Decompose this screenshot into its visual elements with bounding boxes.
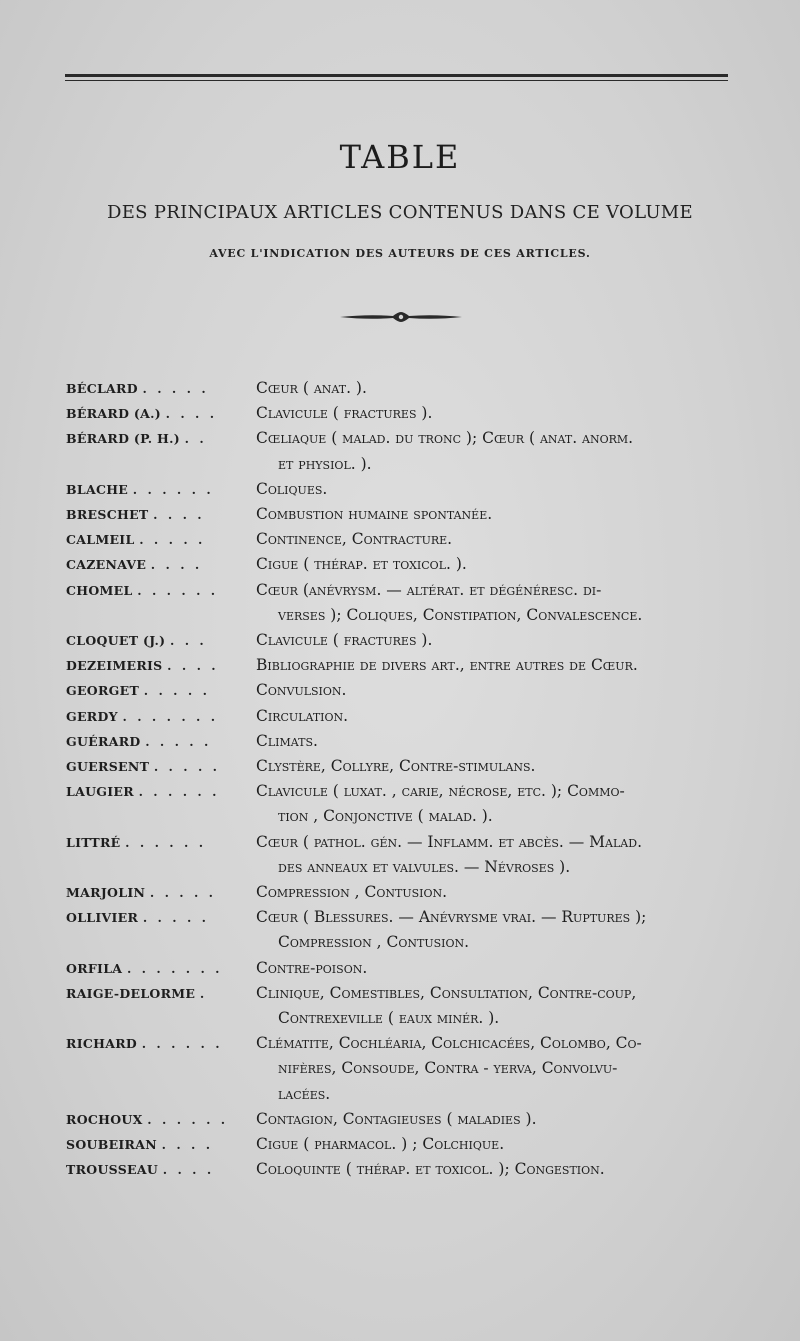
article-list [256, 880, 746, 905]
article-line: Bibliographie de divers art., entre autres de Cœur. [256, 656, 638, 675]
leader-dots: . . . . . [143, 683, 210, 699]
top-rule [65, 74, 728, 81]
author-label: MARJOLIN [66, 885, 146, 901]
article-line: Coloquinte ( thérap. et toxicol. ); Congestion. [256, 1160, 605, 1179]
article-line: et physiol. ). [278, 454, 372, 473]
leader-dots: . . . . . [153, 759, 221, 775]
author-name [66, 426, 256, 451]
author-name [66, 552, 256, 577]
author-label: CLOQUET (J.) [66, 633, 166, 649]
author-name [66, 729, 256, 754]
article-line: lacées. [278, 1084, 331, 1103]
list-item [66, 704, 746, 729]
list-item [66, 830, 746, 880]
author-label: BLACHE [66, 481, 129, 497]
author-name [66, 578, 256, 603]
article-list [256, 1031, 746, 1107]
leader-dots: . . . . . . [147, 1111, 229, 1127]
author-name [66, 981, 256, 1006]
author-name [66, 1157, 256, 1182]
article-list [256, 426, 746, 476]
page-subtitle: DES PRINCIPAUX ARTICLES CONTENUS DANS CE VOLUME [107, 202, 693, 223]
article-list [256, 552, 746, 577]
leader-dots: . . . . . . [137, 582, 219, 598]
article-line: verses ); Coliques, Constipation, Convalescence. [278, 605, 643, 624]
author-label: LAUGIER [66, 784, 134, 800]
leader-dots: . . . . . . [141, 1036, 223, 1052]
article-list [256, 376, 746, 401]
article-list [256, 527, 746, 552]
article-line: Compression , Contusion. [278, 933, 470, 952]
article-line: Cœur (anévrysm. — altérat. et dégénéresc. di- [256, 580, 602, 599]
leader-dots: . . . . . . [138, 784, 220, 800]
list-item [66, 956, 746, 981]
author-label: GEORGET [66, 683, 140, 699]
author-label: OLLIVIER [66, 910, 139, 926]
list-item [66, 628, 746, 653]
list-item [66, 426, 746, 476]
leader-dots: . . . . . . . [122, 708, 219, 724]
article-list [256, 779, 746, 829]
leader-dots: . [199, 985, 208, 1001]
author-label: BÉRARD (A.) [66, 406, 161, 422]
author-name [66, 401, 256, 426]
article-list [256, 704, 746, 729]
article-line: tion , Conjonctive ( malad. ). [278, 807, 493, 826]
ornament-divider [338, 309, 464, 325]
author-name [66, 376, 256, 401]
article-line: Contrexeville ( eaux minér. ). [278, 1009, 500, 1028]
article-list [256, 477, 746, 502]
page-subsubtitle: AVEC L'INDICATION DES AUTEURS DE CES ARTICLES. [209, 247, 591, 260]
article-line: des anneaux et valvules. — Névroses ). [278, 857, 571, 876]
list-item [66, 1031, 746, 1107]
author-label: ORFILA [66, 960, 123, 976]
list-item [66, 552, 746, 577]
list-item [66, 502, 746, 527]
author-label: BÉCLARD [66, 381, 138, 396]
article-line: Coliques. [256, 479, 328, 498]
article-line: Cœur ( anat. ). [256, 379, 367, 397]
author-label: RICHARD [66, 1036, 138, 1052]
author-name [66, 628, 256, 653]
author-name [66, 653, 256, 678]
article-line: nifères, Consoude, Contra - yerva, Convolvu- [278, 1059, 618, 1078]
author-label: SOUBEIRAN [66, 1137, 157, 1153]
article-list [256, 905, 746, 955]
list-item [66, 527, 746, 552]
leader-dots: . . . . . [149, 885, 217, 901]
leader-dots: . . . . . . [132, 481, 214, 497]
list-item [66, 1157, 746, 1182]
author-name [66, 905, 256, 930]
list-item [66, 1132, 746, 1157]
article-line: Compression , Contusion. [256, 883, 448, 902]
article-list [256, 678, 746, 703]
article-line: Contagion, Contagieuses ( maladies ). [256, 1109, 537, 1128]
author-name [66, 830, 256, 855]
leader-dots: . . . . . . . [126, 960, 223, 976]
author-label: BÉRARD (P. H.) [66, 431, 180, 447]
author-label: LITTRÉ [66, 834, 121, 850]
article-list [256, 956, 746, 981]
article-list [256, 981, 746, 1031]
author-name [66, 880, 256, 905]
list-item [66, 779, 746, 829]
author-label: GUÉRARD [66, 733, 141, 749]
author-label: CHOMEL [66, 582, 133, 598]
article-line: Circulation. [256, 706, 349, 725]
entries-list [66, 376, 746, 1183]
leader-dots: . . . . [162, 1162, 215, 1178]
author-label: GUERSENT [66, 759, 150, 775]
article-line: Convulsion. [256, 681, 347, 700]
leader-dots: . . . . [165, 406, 218, 422]
article-line: Clavicule ( fractures ). [256, 631, 433, 650]
list-item [66, 376, 746, 401]
leader-dots: . . . . . [142, 381, 209, 396]
article-list [256, 502, 746, 527]
article-list [256, 1157, 746, 1182]
leader-dots: . . [184, 431, 207, 447]
page-title: TABLE [339, 138, 461, 176]
leader-dots: . . . [169, 633, 207, 649]
article-line: Climats. [256, 731, 318, 750]
article-line: Cœliaque ( malad. du tronc ); Cœur ( anat. anorm. [256, 429, 634, 448]
article-line: Clavicule ( fractures ). [256, 404, 433, 423]
article-list [256, 578, 746, 628]
article-list [256, 628, 746, 653]
list-item [66, 729, 746, 754]
author-label: GERDY [66, 708, 118, 724]
list-item [66, 754, 746, 779]
author-name [66, 754, 256, 779]
article-line: Contre-poison. [256, 958, 368, 977]
list-item [66, 401, 746, 426]
leader-dots: . . . . . [139, 532, 206, 548]
author-label: CAZENAVE [66, 557, 147, 573]
list-item [66, 981, 746, 1031]
article-line: Clématite, Cochléaria, Colchicacées, Colombo, Co- [256, 1034, 642, 1053]
article-line: Clystère, Collyre, Contre-stimulans. [256, 757, 536, 776]
author-name [66, 502, 256, 527]
list-item [66, 477, 746, 502]
author-name [66, 1132, 256, 1157]
list-item [66, 578, 746, 628]
article-list [256, 401, 746, 426]
author-name [66, 956, 256, 981]
leader-dots: . . . . [150, 557, 203, 573]
leader-dots: . . . . . . [125, 834, 207, 850]
article-line: Cigue ( thérap. et toxicol. ). [256, 555, 467, 574]
author-label: RAIGE-DELORME [66, 985, 196, 1001]
article-list [256, 830, 746, 880]
author-name [66, 477, 256, 502]
article-list [256, 754, 746, 779]
article-line: Cœur ( pathol. gén. — Inflamm. et abcès. — Malad. [256, 832, 642, 851]
article-line: Clavicule ( luxat. , carie, nécrose, etc. ); Commo- [256, 782, 625, 801]
list-item [66, 880, 746, 905]
author-name [66, 1107, 256, 1132]
article-line: Combustion humaine spontanée. [256, 505, 493, 524]
list-item [66, 678, 746, 703]
article-list [256, 1107, 746, 1132]
article-line: Clinique, Comestibles, Consultation, Contre-coup, [256, 983, 637, 1002]
author-name [66, 779, 256, 804]
article-list [256, 729, 746, 754]
list-item [66, 1107, 746, 1132]
leader-dots: . . . . [167, 658, 219, 674]
author-name [66, 527, 256, 552]
leader-dots: . . . . . [142, 910, 210, 926]
author-label: BRESCHET [66, 507, 149, 523]
article-list [256, 653, 746, 678]
list-item [66, 905, 746, 955]
author-label: TROUSSEAU [66, 1162, 159, 1178]
leader-dots: . . . . . [145, 733, 212, 749]
list-item [66, 653, 746, 678]
article-list [256, 1132, 746, 1157]
author-name [66, 1031, 256, 1056]
article-line: Continence, Contracture. [256, 530, 453, 549]
author-label: ROCHOUX [66, 1111, 143, 1127]
author-label: CALMEIL [66, 532, 135, 548]
author-name [66, 704, 256, 729]
leader-dots: . . . . [161, 1137, 214, 1153]
article-line: Cigue ( pharmacol. ) ; Colchique. [256, 1135, 505, 1154]
author-label: DEZEIMERIS [66, 658, 163, 674]
article-line: Cœur ( Blessures. — Anévrysme vrai. — Ruptures ); [256, 908, 647, 927]
author-name [66, 678, 256, 703]
leader-dots: . . . . [153, 507, 205, 523]
